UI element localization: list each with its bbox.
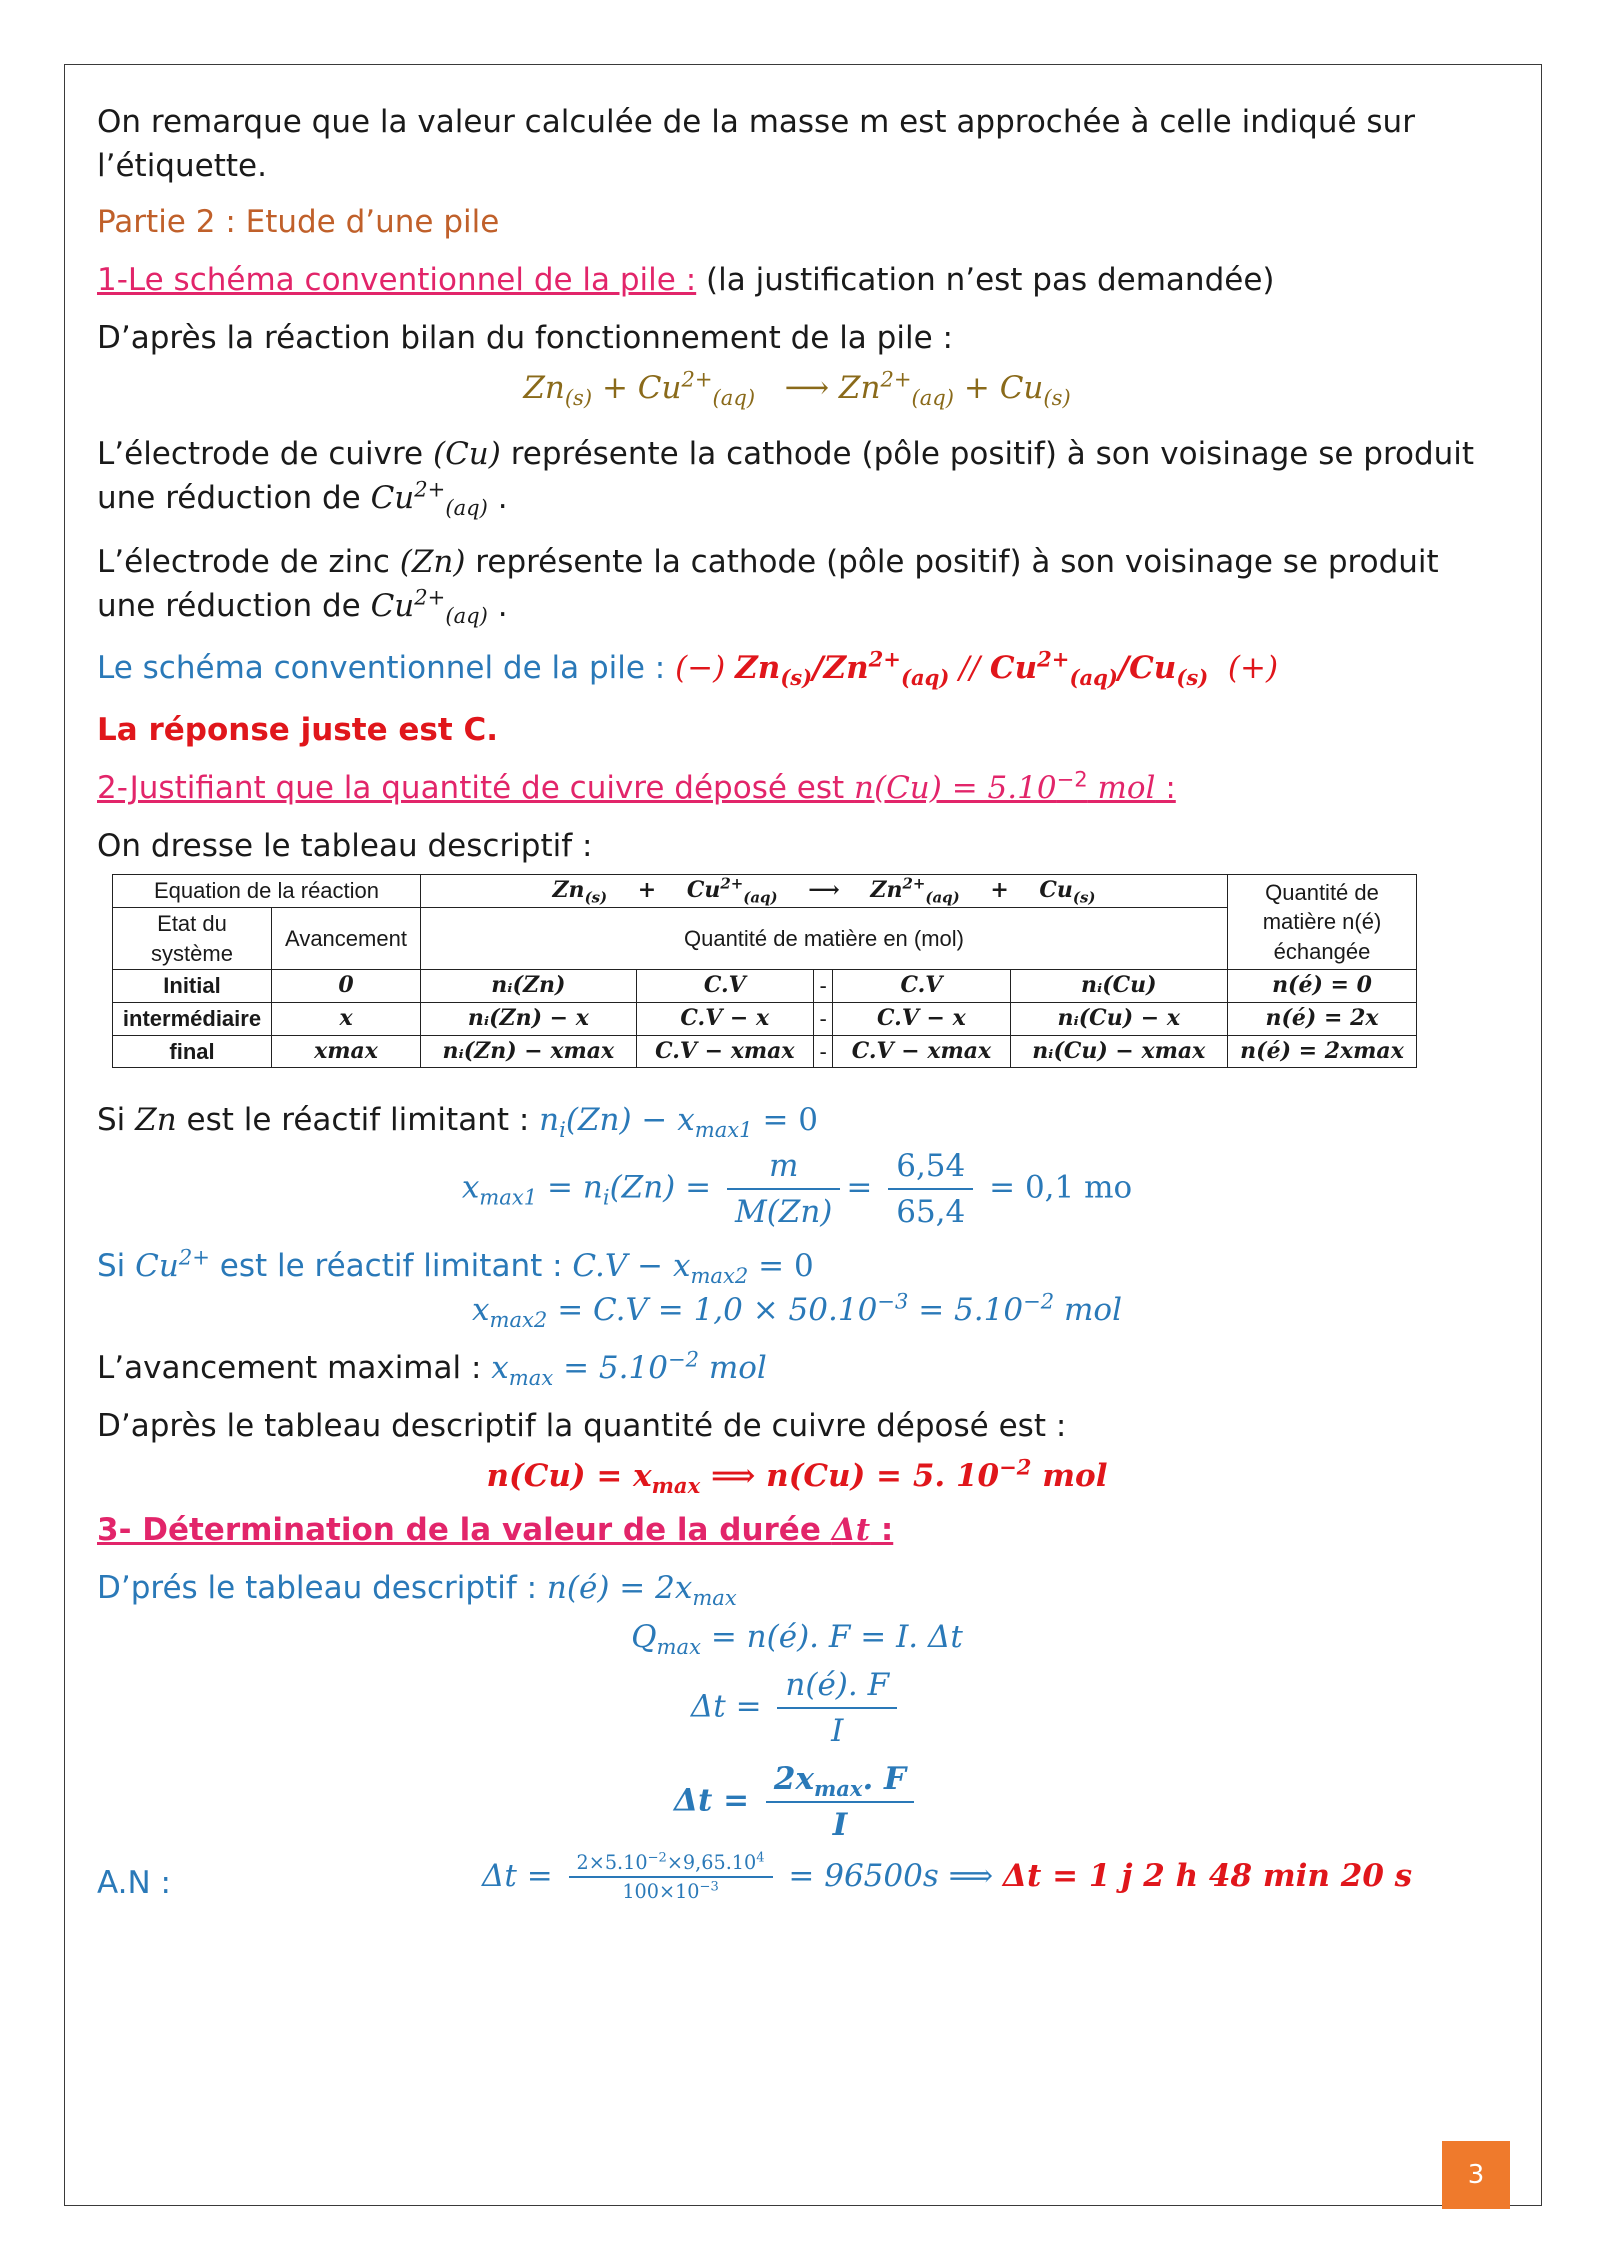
reaction-equation: $Zn_{(s)} + Cu^{2+}_{(aq)}$ ⟶ $Zn^{2+}_{(aq)} + Cu_{(s)}$ xyxy=(523,366,1071,411)
xmax2-calculation: $x_{max2} = C.V = 1,0 \times 50.10^{-3} = 5.10^{-2}$ mol xyxy=(472,1289,1122,1333)
part2-title: Partie 2 : Etude d’une pile xyxy=(97,204,500,241)
an-calculation: Δt = $\frac{2\times 5.10^{-2}\times 9,65.10^4}{100\times 10^{-3}}$ = 96500s ⟹ Δt = 1 j 2 h 48 min 20 s xyxy=(482,1850,1413,1903)
table-equation: $Zn_{(s)}$ + $Cu^{2+}_{(aq)}$ ⟶ $Zn^{2+}_{(aq)}$ + $Cu_{(s)}$ xyxy=(421,875,1228,908)
zn-electrode-line-2: une réduction de $Cu^{2+}_{(aq)}$ . xyxy=(97,584,508,629)
table-qty-header: Quantité de matière en (mol) xyxy=(421,907,1228,969)
q1-heading: 1-Le schéma conventionnel de la pile : xyxy=(97,262,697,299)
table-row-final: final xmax nᵢ(Zn) − xmax C.V − xmax - C.V − xmax nᵢ(Cu) − xmax n(é) = 2xmax xyxy=(113,1035,1417,1068)
table-qty-echangee: Quantité de matière n(é) échangée xyxy=(1228,875,1417,970)
table-etat-header: Etat du système xyxy=(113,907,272,969)
intro-line-1: On remarque que la valeur calculée de la masse m est approchée à celle indiqué sur xyxy=(97,104,1415,140)
cell-diagram: (−) $Zn_{(s)}/Zn^{2+}_{(aq)} // Cu^{2+}_{(aq)}/Cu_{(s)}$ (+) xyxy=(675,646,1279,691)
table-row-initial: Initial 0 nᵢ(Zn) C.V - C.V nᵢ(Cu) n(é) = 0 xyxy=(113,970,1417,1003)
final-duration: Δt = 1 j 2 h 48 min 20 s xyxy=(1002,1857,1413,1894)
cu-limiting-line: Si $Cu^{2+}$ est le réactif limitant : $C.V - x_{max2} = 0$ xyxy=(97,1245,814,1289)
q1-heading-line xyxy=(97,258,1497,302)
cu-electrode-line-2: une réduction de $Cu^{2+}_{(aq)}$ . xyxy=(97,476,508,521)
page-number-badge: 3 xyxy=(1442,2141,1510,2209)
q3-table-line: D’prés le tableau descriptif : n(é) = $2x_{max}$ xyxy=(97,1570,737,1611)
table-row-intermediate: intermédiaire x nᵢ(Zn) − x C.V − x - C.V − x nᵢ(Cu) − x n(é) = 2x xyxy=(113,1002,1417,1035)
q1-answer: La réponse juste est C. xyxy=(97,712,499,749)
dt-formula-2: Δt = $\frac{2x_{max}. F}{I}$ xyxy=(97,1757,1497,1847)
an-label: A.N : xyxy=(97,1864,172,1901)
q3-heading: 3- Détermination de la valeur de la durée Δt : xyxy=(97,1512,894,1549)
zn-limiting-line: Si Zn est le réactif limitant : $n_i(Zn) - x_{max1} = 0$ xyxy=(97,1102,819,1143)
table-intro: On dresse le tableau descriptif : xyxy=(97,828,593,865)
document-body xyxy=(97,100,1497,1913)
max-progress-line: L’avancement maximal : $x_{max} = 5.10^{-2}$ mol xyxy=(97,1347,767,1391)
cu-electrode-line-1: L’électrode de cuivre (Cu) représente la cathode (pôle positif) à son voisinage se produit xyxy=(97,436,1475,473)
xmax1-calculation: $x_{max1} = n_i(Zn)$ = $\frac{m}{M(Zn)}$ = $\frac{6,54}{65,4}$ = 0,1 mo xyxy=(97,1144,1497,1234)
q1-note: (la justification n’est pas demandée) xyxy=(696,262,1275,299)
q2-heading: 2-Justifiant que la quantité de cuivre déposé est $n(Cu) = 5.10^{-2}$ mol : xyxy=(97,766,1176,807)
copper-conclusion-text: D’après le tableau descriptif la quantité de cuivre déposé est : xyxy=(97,1408,1067,1445)
table-eq-label: Equation de la réaction xyxy=(113,875,421,908)
cell-diagram-line xyxy=(97,646,1497,690)
q1-reaction-intro: D’après la réaction bilan du fonctionnement de la pile : xyxy=(97,320,953,357)
intro-line-2: l’étiquette. xyxy=(97,148,267,185)
copper-result: $n(Cu) = x_{max}$ ⟹ n(Cu) = 5. $10^{-2}$ mol xyxy=(486,1455,1108,1499)
cell-diagram-label: Le schéma conventionnel de la pile : xyxy=(97,650,676,687)
table-avancement-header: Avancement xyxy=(272,907,421,969)
progress-table xyxy=(112,874,1417,1068)
zn-electrode-line-1: L’électrode de zinc (Zn) représente la cathode (pôle positif) à son voisinage se produit xyxy=(97,544,1439,581)
dt-formula-1: Δt = $\frac{n(é). F}{I}$ xyxy=(97,1663,1497,1753)
qmax-equation: $Q_{max}$ = n(é). F = I. Δt xyxy=(631,1618,963,1659)
an-line xyxy=(97,1849,1497,1913)
